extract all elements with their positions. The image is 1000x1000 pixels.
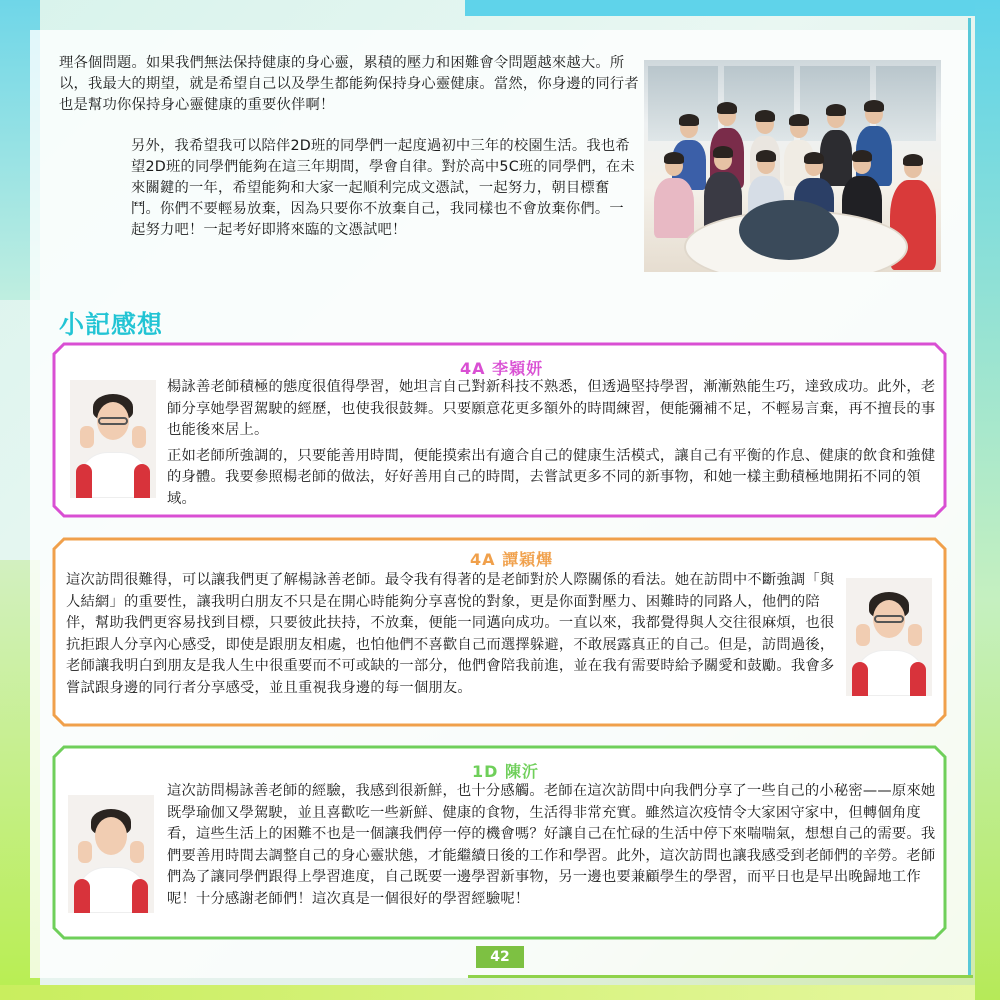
- intro-paragraph-1: 理各個問題。如果我們無法保持健康的身心靈，累積的壓力和困難會令問題越來越大。所以，我最大的期望，就是希望自己以及學生都能夠保持身心靈健康。當然，你身邊的同行者也是幫功你保持身心靈健康的重要伙伴啊！: [59, 55, 639, 113]
- page-border-right: [968, 18, 971, 978]
- intro-paragraph-2: 另外，我希望我可以陪伴2D班的同學們一起度過初中三年的校園生活。我也希望2D班的同學們能夠在這三年期間，學會自律。對於高中5C班的同學們，在未來關鍵的一年，希望能夠和大家一起順利完成文憑試，一起努力，朝目標奮鬥。你們不要輕易放棄，因為只要你不放棄自己，我同樣也不會放棄你們。一起努力吧！一起考好即將來臨的文憑試吧！: [131, 138, 635, 238]
- decor-band-top: [465, 0, 1000, 16]
- page-number: 42: [476, 946, 524, 968]
- card-3-portrait: [68, 795, 154, 913]
- decor-band-right: [975, 0, 1000, 1000]
- photo-person: [820, 130, 852, 186]
- photo-lazy-susan: [739, 200, 839, 260]
- card-1-paragraph-2: 正如老師所強調的，只要能善用時間，便能摸索出有適合自己的健康生活模式，讓自己有平衡的作息、健康的飲食和強健的身體。我要參照楊老師的做法，好好善用自己的時間，去嘗試更多不同的新事物，和她一樣主動積極地開拓不同的領域。: [167, 447, 936, 507]
- card-3-paragraph-1: 這次訪問楊詠善老師的經驗，我感到很新鮮，也十分感觸。老師在這次訪問中向我們分享了一些自己的小秘密——原來她既學瑜伽又學駕駛，並且喜歡吃一些新鮮、健康的食物，生活得非常充實。雖然這次疫情令大家困守家中，但轉個角度看，這些生活上的困難不也是一個讓我們停一停的機會嗎？好讓自己在忙碌的生活中停下來喘喘氣，想想自己的需要。我們要善用時間去調整自己的身心靈狀態，才能繼續日後的工作和學習。此外，這次訪問也讓我感受到老師們的辛勞。老師們為了讓同學們跟得上學習進度，自己既要一邊學習新事物，另一邊也要兼顧學生的學習，而平日也是早出晚歸地工作呢！十分感謝老師們！這次真是一個很好的學習經驗呢！: [167, 783, 936, 907]
- page-border-bottom: [468, 975, 973, 978]
- card-3-name: 1D 陳沂: [472, 762, 539, 781]
- photo-person: [654, 178, 694, 238]
- card-2-name: 4A 譚穎熚: [470, 550, 554, 569]
- decor-band-bottom: [0, 985, 1000, 1000]
- card-2-paragraph-1: 這次訪問很難得，可以讓我們更了解楊詠善老師。最令我有得著的是老師對於人際關係的看法。她在訪問中不斷強調「與人結網」的重要性，讓我明白朋友不只是在開心時能夠分享喜悅的對象，更是你面對壓力、困難時的同路人，他們的陪伴，幫助我們更容易找到目標，只要彼此扶持，不放棄，便能一同邁向成功。一直以來，我都覺得與人交往很麻煩，也很抗拒跟人分享內心感受，即使是跟朋友相處，也怕他們不喜歡自己而選擇躲避，不敢展露真正的自己。但是，訪問過後，老師讓我明白到朋友是我人生中很重要而不可或缺的一部分，他們會陪我前進，並在我有需要時給予關愛和鼓勵。我會多嘗試跟身邊的同行者分享感受，並且重視我身邊的每一個朋友。: [66, 572, 835, 696]
- card-3-text: [167, 781, 938, 914]
- card-1-paragraph-1: 楊詠善老師積極的態度很值得學習，她坦言自己對新科技不熟悉，但透過堅持學習，漸漸熟能生巧，達致成功。此外，老師分享她學習駕駛的經歷，也使我很鼓舞。只要願意花更多額外的時間練習，便能彌補不足，不輕易言棄，再不擅長的事也能後來居上。: [167, 379, 936, 438]
- card-2-portrait: [846, 578, 932, 696]
- group-photo: [644, 60, 941, 272]
- card-1-name: 4A 李穎妍: [460, 359, 544, 378]
- card-1-text: [167, 377, 938, 514]
- card-2-text: [66, 570, 840, 703]
- section-title: 小記感想: [59, 310, 164, 339]
- card-1-portrait: [70, 380, 156, 498]
